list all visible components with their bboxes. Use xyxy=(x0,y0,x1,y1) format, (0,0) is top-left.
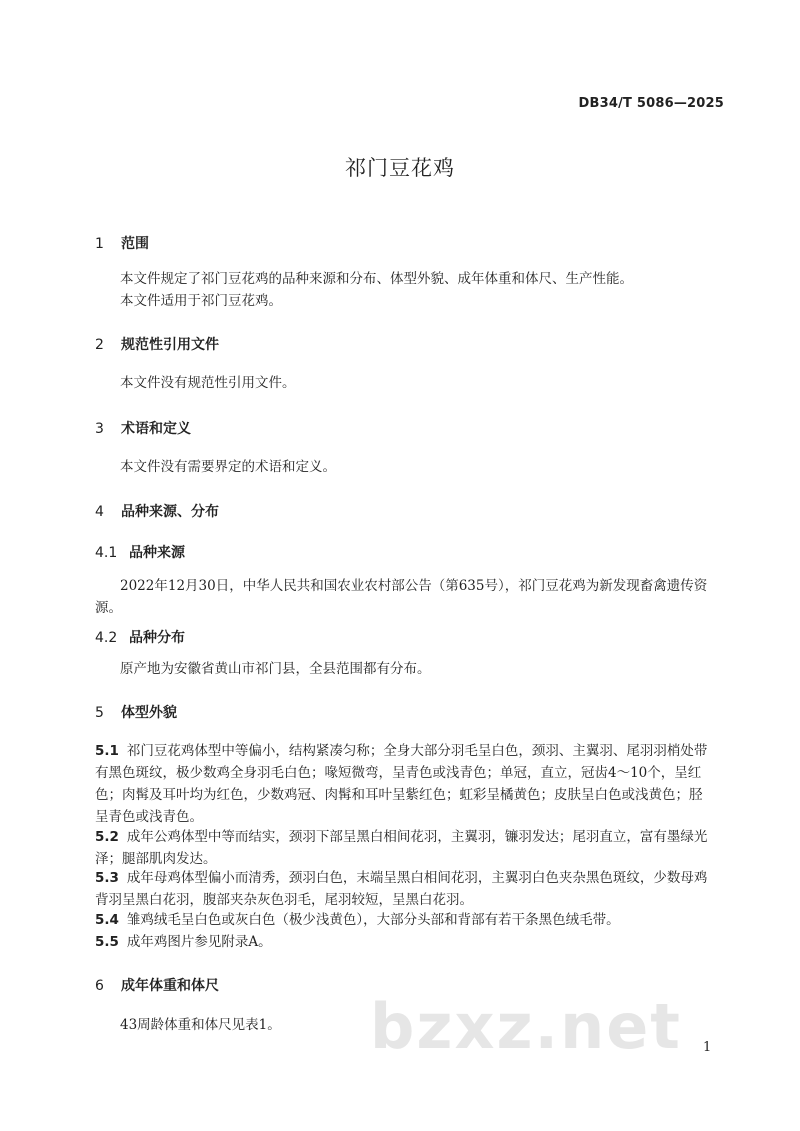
clause-5-2 xyxy=(95,826,715,870)
section-2-paragraph-1: 本文件没有规范性引用文件。 xyxy=(120,375,296,391)
section-1-paragraph-1: 本文件规定了祁门豆花鸡的品种来源和分布、体型外貌、成年体重和体尺、生产性能。 xyxy=(120,271,633,287)
section-number: 4 xyxy=(95,504,104,520)
document-number: DB34/T 5086—2025 xyxy=(578,96,724,111)
section-4-2-paragraph-1: 原产地为安徽省黄山市祁门县，全县范围都有分布。 xyxy=(120,661,431,677)
section-3-paragraph-1: 本文件没有需要界定的术语和定义。 xyxy=(120,459,336,475)
page-number: 1 xyxy=(703,1040,712,1055)
clause-number: 5.2 xyxy=(95,829,119,845)
clause-number: 5.5 xyxy=(95,934,119,950)
section-title: 规范性引用文件 xyxy=(121,337,219,353)
section-title: 品种来源、分布 xyxy=(121,504,219,520)
section-title: 体型外貌 xyxy=(121,705,177,721)
clause-5-3 xyxy=(95,867,715,911)
section-number: 2 xyxy=(95,337,104,353)
clause-text: 雏鸡绒毛呈白色或灰白色（极少浅黄色），大部分头部和背部有若干条黑色绒毛带。 xyxy=(126,912,620,928)
watermark: bzxz.net xyxy=(370,990,682,1063)
section-6-heading xyxy=(95,975,219,995)
section-title: 范围 xyxy=(121,236,149,252)
clause-5-5 xyxy=(95,931,715,953)
section-1-heading xyxy=(95,233,149,253)
section-number: 4.1 xyxy=(95,545,118,561)
section-title: 成年体重和体尺 xyxy=(121,978,219,994)
document-title: 祁门豆花鸡 xyxy=(345,156,455,180)
section-5-heading xyxy=(95,702,177,722)
section-number: 4.2 xyxy=(95,630,118,646)
section-4-heading xyxy=(95,501,219,521)
clause-text: 祁门豆花鸡体型中等偏小，结构紧凑匀称；全身大部分羽毛呈白色，颈羽、主翼羽、尾羽羽梢处带有黑色斑纹，极少数鸡全身羽毛白色；喙短微弯，呈青色或浅青色；单冠，直立，冠齿4～10个，呈红色；肉髯及耳叶均为红色，少数鸡冠、肉髯和耳叶呈紫红色；虹彩呈橘黄色；皮肤呈白色或浅黄色；胫呈青色或浅青色。 xyxy=(95,743,708,825)
clause-number: 5.4 xyxy=(95,912,119,928)
section-number: 1 xyxy=(95,236,104,252)
section-1-paragraph-2: 本文件适用于祁门豆花鸡。 xyxy=(120,293,282,309)
section-number: 5 xyxy=(95,705,104,721)
clause-text: 成年公鸡体型中等而结实，颈羽下部呈黑白相间花羽，主翼羽，镰羽发达；尾羽直立，富有墨绿光泽；腿部肌肉发达。 xyxy=(95,829,708,867)
section-title: 品种分布 xyxy=(129,630,185,646)
section-number: 3 xyxy=(95,421,104,437)
section-4-1-heading xyxy=(95,542,185,562)
clause-5-1 xyxy=(95,740,715,828)
section-3-heading xyxy=(95,418,191,438)
section-6-paragraph-1: 43周龄体重和体尺见表1。 xyxy=(120,1017,281,1033)
clause-text: 成年鸡图片参见附录A。 xyxy=(126,934,272,950)
section-title: 术语和定义 xyxy=(121,421,191,437)
section-number: 6 xyxy=(95,978,104,994)
section-2-heading xyxy=(95,334,219,354)
clause-number: 5.3 xyxy=(95,870,119,886)
clause-5-4 xyxy=(95,909,715,931)
section-4-2-heading xyxy=(95,627,185,647)
section-title: 品种来源 xyxy=(129,545,185,561)
clause-text: 成年母鸡体型偏小而清秀，颈羽白色，末端呈黑白相间花羽，主翼羽白色夹杂黑色斑纹，少数母鸡背羽呈黑白花羽，腹部夹杂灰色羽毛，尾羽较短，呈黑白花羽。 xyxy=(95,870,708,908)
section-4-1-paragraph-1: 2022年12月30日，中华人民共和国农业农村部公告（第635号），祁门豆花鸡为新发现畜禽遗传资源。 xyxy=(95,578,708,616)
clause-number: 5.1 xyxy=(95,743,119,759)
